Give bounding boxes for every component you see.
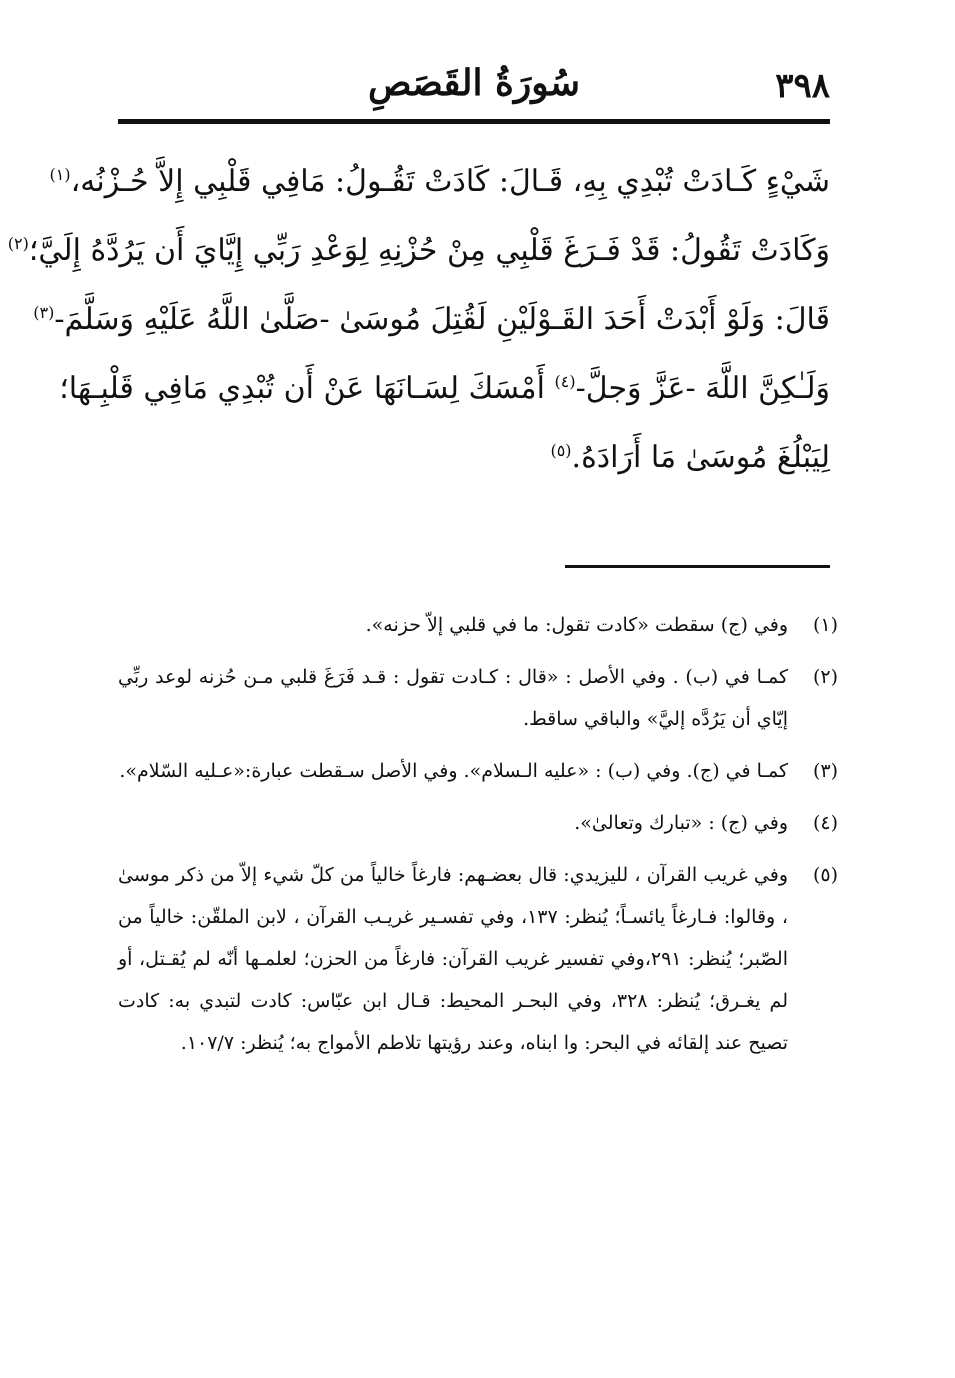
text-line-2-content: وَكَادَتْ تَقُولُ: قَدْ فَـرَغَ قَلْبِي مِنْ حُزْنِهِ لِوَعْدِ رَبِّي إِيَّايَ أَن يَرُدَّهُ إِلَيَّ؛ xyxy=(28,233,830,268)
page-header xyxy=(118,62,830,122)
footnote-ref-5: (٥) xyxy=(550,441,572,460)
footnote-ref-3: (٣) xyxy=(33,303,55,322)
footnote-text: وفي غريب القرآن ، لليزيدي: قال بعضـهم: فارغاً خالياً من كلّ شيء إلاّ من ذكر موسىٰ ، وقالوا: فـارغاً يائسـاً؛ يُنظر: ١٣٧، وفي تفسـير غريـب القرآن ، لابن الملقّن: خالياً من الصّبر؛ يُنظر: ٢٩١،وفي تفسير غريب القرآن: فارغاً من الحزن؛ لعلمـها أنّه لم يُقـتل، أو لم يغـرق؛ يُنظر: ٣٢٨، وفي البحـر المحيط: قـال ابن عبّاس: كادت لتبدي به: كادت تصيح عند إلقائه في البحر: وا ابناه، وعند رؤيتها تلاطم الأمواج به؛ يُنظر: ١٠٧/٧. xyxy=(118,864,788,1054)
text-line-4 xyxy=(59,351,830,420)
surah-title: سُورَةُ القَصَصِ xyxy=(367,62,581,104)
footnotes xyxy=(118,604,838,1074)
footnote-text: وفي (ج) : «تبارك وتعالىٰ». xyxy=(574,812,788,834)
footnote-separator xyxy=(565,565,830,568)
text-line-2 xyxy=(7,213,830,282)
footnote-3 xyxy=(118,750,838,792)
footnote-ref-2: (٢) xyxy=(7,234,29,253)
main-text xyxy=(7,144,830,489)
footnote-ref-4: (٤) xyxy=(554,372,576,391)
text-line-3-content: قَالَ: وَلَوْ أَبْدَتْ أَحَدَ القَـوْلَيْنِ لَقُتِلَ مُوسَىٰ -صَلَّىٰ اللَّهُ عَلَيْهِ وَسَلَّمَ- xyxy=(54,302,830,337)
text-line-4-content: وَلَـٰكِنَّ اللَّهَ -عَزَّ وَجلَّ- xyxy=(575,371,830,406)
footnote-number: (٢) xyxy=(812,666,838,688)
text-line-3 xyxy=(33,282,830,351)
text-line-4-continuation: أَمْسَكَ لِسَـانَهَا عَنْ أَن تُبْدِي مَافِي قَلْبِـهَا؛ xyxy=(59,371,555,406)
footnote-text: وفي (ج) سقطت «كادت تقول: ما في قلبي إلاّ حزنه». xyxy=(365,614,788,636)
page-number: ٣٩٨ xyxy=(775,66,830,106)
footnote-number: (٣) xyxy=(812,760,838,782)
footnote-number: (٥) xyxy=(812,864,838,886)
footnote-ref-1: (١) xyxy=(49,165,71,184)
text-line-5-content: لِيَبْلُغَ مُوسَىٰ مَا أَرَادَهُ. xyxy=(571,440,830,475)
footnote-4 xyxy=(118,802,838,844)
footnote-text: كمـا في (ج). وفي (ب) : «عليه الـسلام». وفي الأصل سـقطت عبارة:«عـليه السّلام». xyxy=(119,760,788,782)
footnote-number: (٤) xyxy=(812,812,838,834)
footnote-1 xyxy=(118,604,838,646)
footnote-2 xyxy=(118,656,838,740)
text-line-1-content: شَيْءٍ كَـادَتْ تُبْدِي بِهِ، قَـالَ: كَادَتْ تَقُـولُ: مَافِي قَلْبِي إِلاَّ حُـزْنُه، xyxy=(70,164,830,199)
text-line-5 xyxy=(118,420,830,489)
text-line-1 xyxy=(49,144,830,213)
footnote-5 xyxy=(118,854,838,1064)
header-rule xyxy=(118,119,830,124)
footnote-text: كمـا في (ب) . وفي الأصل : «قال : كـادت تقول : قـد فَرَغَ قلبي مـن حُزنه لوعد ربِّي إيّاي أن يَرُدَّه إليَّ» والباقي ساقط. xyxy=(118,666,788,730)
footnote-number: (١) xyxy=(812,614,838,636)
